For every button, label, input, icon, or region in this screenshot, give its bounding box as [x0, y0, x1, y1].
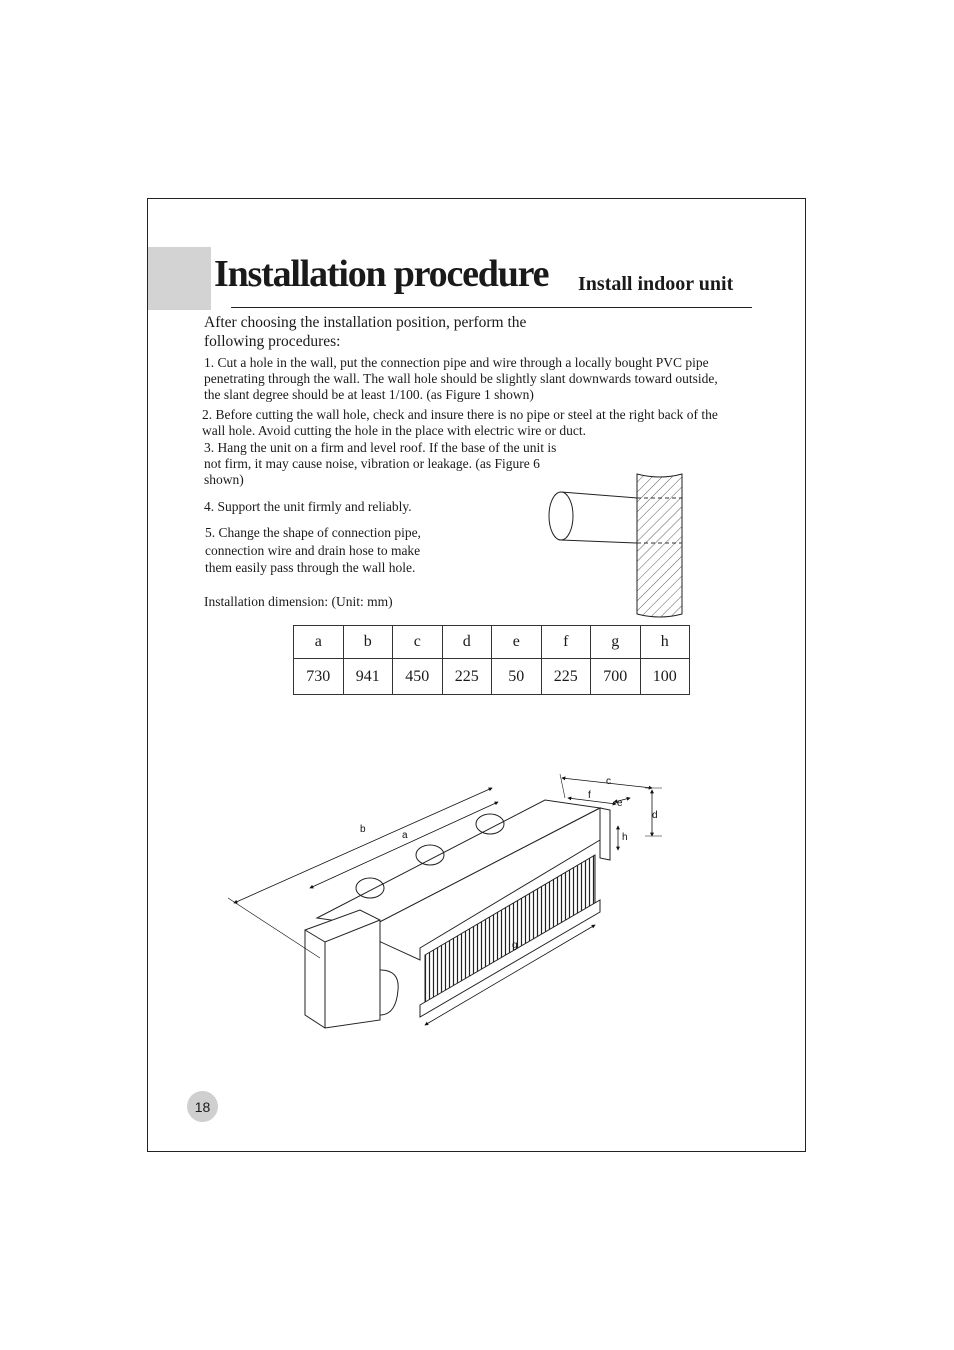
dimension-label: Installation dimension: (Unit: mm) [204, 594, 393, 609]
section-tab-marker [148, 247, 211, 310]
dim-value-b: 941 [343, 659, 393, 695]
step-4: 4. Support the unit firmly and reliably. [204, 499, 412, 514]
page-number: 18 [194, 1098, 211, 1115]
step-5: 5. Change the shape of connection pipe, connection wire and drain hose to make them easily pass through the wall hole. [205, 525, 421, 575]
dim-header-d: d [442, 626, 492, 659]
wall-section [637, 474, 682, 617]
page-number-badge [187, 1091, 218, 1122]
page-title: Installation procedure [214, 253, 549, 295]
dimension-header-row [294, 626, 690, 659]
step-1: 1. Cut a hole in the wall, put the connection pipe and wire through a locally bought PVC pipe penetrating through the wall. The wall hole should be slightly slant downwards toward outside, the slant degree should be at least 1/100. (as Figure 1 shown) [204, 355, 718, 403]
dim-value-d: 225 [442, 659, 492, 695]
dim-header-h: h [640, 626, 690, 659]
dim-label-b: b [360, 824, 366, 835]
dim-header-a: a [294, 626, 344, 659]
indoor-unit-figure [220, 770, 670, 1040]
dim-value-h: 100 [640, 659, 690, 695]
intro-text: After choosing the installation position, perform the following procedures: [204, 314, 527, 350]
header-rule [231, 307, 752, 308]
dim-value-g: 700 [591, 659, 641, 695]
dim-header-e: e [492, 626, 542, 659]
wall-pipe-figure [540, 470, 700, 620]
dim-label-f: f [588, 790, 591, 801]
dim-label-d: d [652, 810, 658, 821]
dim-label-c: c [606, 776, 611, 787]
step-3: 3. Hang the unit on a firm and level roof. If the base of the unit is not firm, it may cause noise, vibration or leakage. (as Figure 6 shown) [204, 440, 557, 488]
dimension-table [293, 625, 690, 695]
dim-header-b: b [343, 626, 393, 659]
dim-value-c: 450 [393, 659, 443, 695]
section-subtitle: Install indoor unit [578, 273, 734, 295]
dim-value-f: 225 [541, 659, 591, 695]
dim-label-h: h [622, 832, 628, 843]
pipe-opening [549, 492, 573, 540]
dimension-value-row [294, 659, 690, 695]
unit-end-box [305, 910, 380, 1028]
dim-label-a: a [402, 830, 408, 841]
dim-line-f [568, 798, 616, 804]
dim-header-c: c [393, 626, 443, 659]
dim-label-e: e [617, 798, 623, 809]
dim-header-g: g [591, 626, 641, 659]
step-2: 2. Before cutting the wall hole, check and insure there is no pipe or steel at the right back of the wall hole. Avoid cutting the hole in the place with electric wire or duct. [202, 407, 718, 439]
dim-value-e: 50 [492, 659, 542, 695]
dim-header-f: f [541, 626, 591, 659]
dim-value-a: 730 [294, 659, 344, 695]
dim-label-g: g [512, 940, 518, 951]
